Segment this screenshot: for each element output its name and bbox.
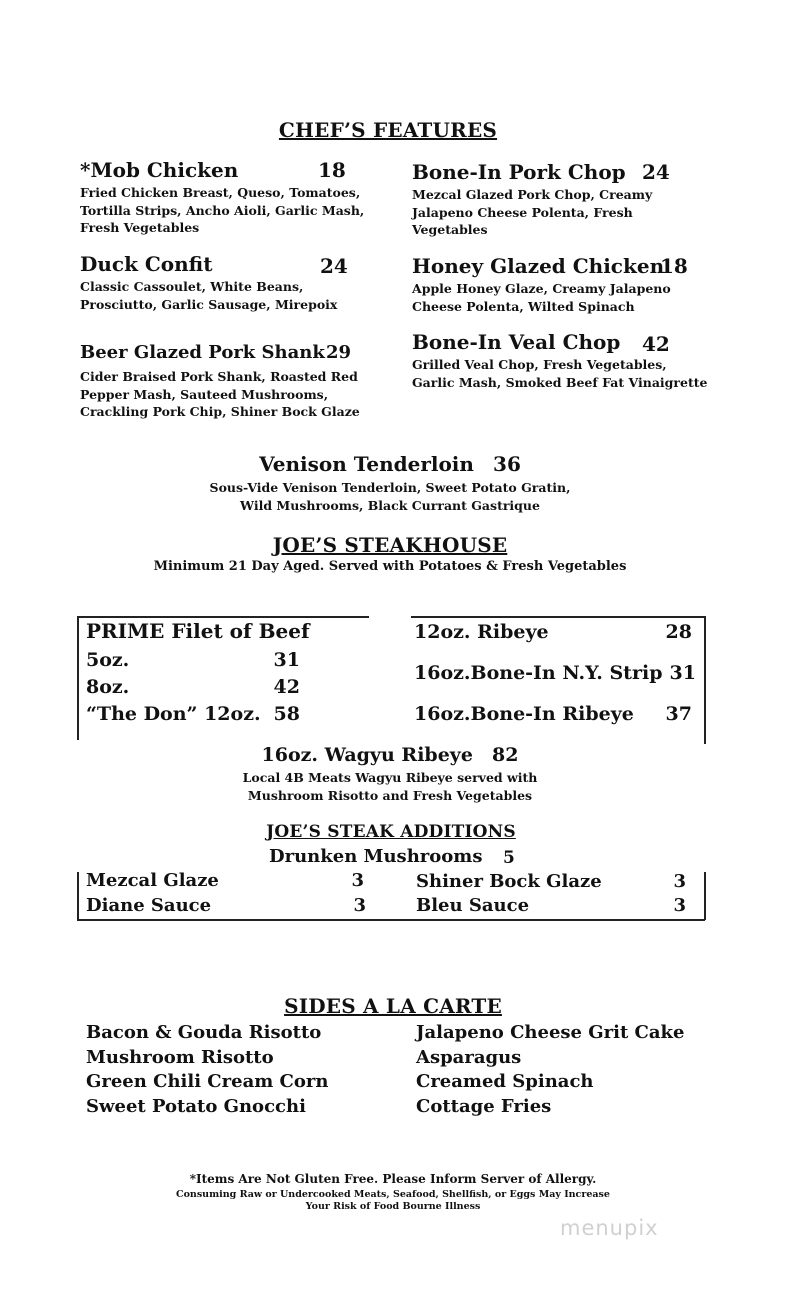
item-name: 5oz. — [86, 649, 130, 671]
footer-gluten-note: *Items Are Not Gluten Free. Please Inform Server of Allergy. — [189, 1172, 597, 1186]
menupix-watermark: menupix — [560, 1216, 659, 1240]
item-name: Honey Glazed Chicken — [412, 254, 665, 278]
sides-left-list — [86, 1021, 328, 1119]
divider — [411, 616, 705, 618]
item-price: 58 — [273, 703, 300, 725]
steak-row — [414, 703, 692, 725]
footer-notes — [0, 1172, 786, 1213]
item-name: 8oz. — [86, 676, 130, 698]
steakhouse-subtitle: Minimum 21 Day Aged. Served with Potatoes & Fresh Vegetables — [153, 559, 627, 574]
sides-heading: SIDES A LA CARTE — [284, 994, 502, 1018]
item-description: Cider Braised Pork Shank, Roasted Red Pepper Mash, Sauteed Mushrooms, Crackling Pork Chip, Shiner Bock Glaze — [80, 369, 360, 419]
item-price: 36 — [493, 452, 521, 476]
item-name: Mezcal Glaze — [86, 870, 219, 891]
item-price: 18 — [318, 158, 346, 182]
addition-drunken-mushrooms — [269, 846, 519, 867]
footer-raw-warning: Consuming Raw or Undercooked Meats, Seafood, Shellfish, or Eggs May Increase — [176, 1189, 610, 1200]
filet-row — [86, 649, 300, 671]
steak-row — [414, 662, 696, 684]
item-name: Bone-In Veal Chop — [412, 330, 621, 354]
chefs-features-heading: CHEF’S FEATURES — [278, 118, 498, 142]
item-price: 31 — [273, 649, 300, 671]
addition-row — [416, 895, 686, 916]
item-name: *Mob Chicken — [80, 158, 239, 182]
menu-item-duck-confit — [80, 252, 380, 313]
list-item: Jalapeno Cheese Grit Cake — [416, 1022, 685, 1043]
item-description: Mezcal Glazed Pork Chop, Creamy Jalapeno Cheese Polenta, Fresh Vegetables — [412, 187, 653, 237]
list-item: Sweet Potato Gnocchi — [86, 1095, 306, 1117]
item-price: 42 — [273, 676, 300, 698]
item-name: Diane Sauce — [86, 895, 212, 916]
item-price: 3 — [353, 895, 366, 916]
filet-row — [86, 703, 300, 725]
steak-row — [414, 621, 692, 643]
item-price: 28 — [665, 621, 692, 643]
menu-item-bone-in-pork-chop — [412, 160, 712, 239]
item-description: Classic Cassoulet, White Beans, Prosciutto, Garlic Sausage, Mirepoix — [80, 279, 338, 312]
item-name: Bone-In Pork Chop — [412, 160, 626, 184]
item-description: Apple Honey Glaze, Creamy Jalapeno Cheese Polenta, Wilted Spinach — [412, 281, 671, 314]
item-description: Local 4B Meats Wagyu Ribeye served with Mushroom Risotto and Fresh Vegetables — [242, 770, 538, 803]
item-price: 31 — [669, 662, 696, 684]
item-name: Shiner Bock Glaze — [416, 871, 602, 892]
item-price: 82 — [492, 744, 519, 766]
filet-row — [86, 676, 300, 698]
item-price: 3 — [673, 871, 686, 892]
item-name: Beer Glazed Pork Shank — [80, 342, 325, 363]
item-price: 18 — [660, 254, 688, 278]
addition-row — [86, 895, 366, 916]
item-price: 29 — [326, 342, 352, 363]
item-name: Drunken Mushrooms — [269, 846, 483, 867]
menu-item-wagyu-ribeye — [0, 744, 780, 804]
item-price: 42 — [642, 332, 670, 356]
list-item: Bacon & Gouda Risotto — [86, 1022, 322, 1043]
list-item: Creamed Spinach — [416, 1071, 594, 1092]
divider — [704, 872, 706, 920]
menu-item-beer-glazed-pork-shank — [80, 342, 380, 421]
item-description: Sous-Vide Venison Tenderloin, Sweet Potato Gratin, Wild Mushrooms, Black Currant Gastrique — [209, 480, 571, 513]
item-price: 5 — [503, 848, 515, 868]
divider — [77, 616, 79, 740]
steakhouse-heading: JOE’S STEAKHOUSE — [272, 533, 508, 557]
item-price: 24 — [320, 254, 348, 278]
menu-item-venison-tenderloin — [0, 452, 780, 514]
addition-row — [86, 870, 364, 891]
menu-item-bone-in-veal-chop — [412, 330, 712, 391]
divider — [77, 872, 79, 920]
item-name: Venison Tenderloin — [259, 452, 474, 476]
item-name: Bleu Sauce — [416, 895, 530, 916]
list-item: Green Chili Cream Corn — [86, 1071, 329, 1092]
item-price: 3 — [351, 870, 364, 891]
divider — [77, 919, 705, 921]
sides-right-list — [416, 1021, 684, 1119]
filet-title: PRIME Filet of Beef — [86, 619, 310, 643]
menu-item-honey-glazed-chicken — [412, 254, 712, 315]
item-name: 16oz. Wagyu Ribeye — [261, 744, 473, 766]
item-price: 37 — [665, 703, 692, 725]
item-name: 12oz. Ribeye — [414, 621, 549, 643]
footer-raw-warning-cont: Your Risk of Food Bourne Illness — [305, 1201, 481, 1212]
divider — [704, 616, 706, 744]
item-price: 24 — [642, 160, 670, 184]
divider — [77, 616, 369, 618]
addition-row — [416, 871, 686, 892]
item-description: Grilled Veal Chop, Fresh Vegetables, Garlic Mash, Smoked Beef Fat Vinaigrette — [412, 357, 708, 390]
item-name: 16oz.Bone-In N.Y. Strip — [414, 662, 663, 684]
list-item: Cottage Fries — [416, 1095, 552, 1117]
menu-item-mob-chicken — [80, 158, 380, 237]
list-item: Mushroom Risotto — [86, 1046, 274, 1068]
item-description: Fried Chicken Breast, Queso, Tomatoes, Tortilla Strips, Ancho Aioli, Garlic Mash, Fresh Vegetables — [80, 185, 365, 235]
list-item: Asparagus — [416, 1046, 522, 1068]
item-name: Duck Confit — [80, 252, 213, 276]
item-price: 3 — [673, 895, 686, 916]
item-name: “The Don” 12oz. — [86, 703, 261, 725]
additions-heading: JOE’S STEAK ADDITIONS — [266, 822, 516, 842]
item-name: 16oz.Bone-In Ribeye — [414, 703, 634, 725]
